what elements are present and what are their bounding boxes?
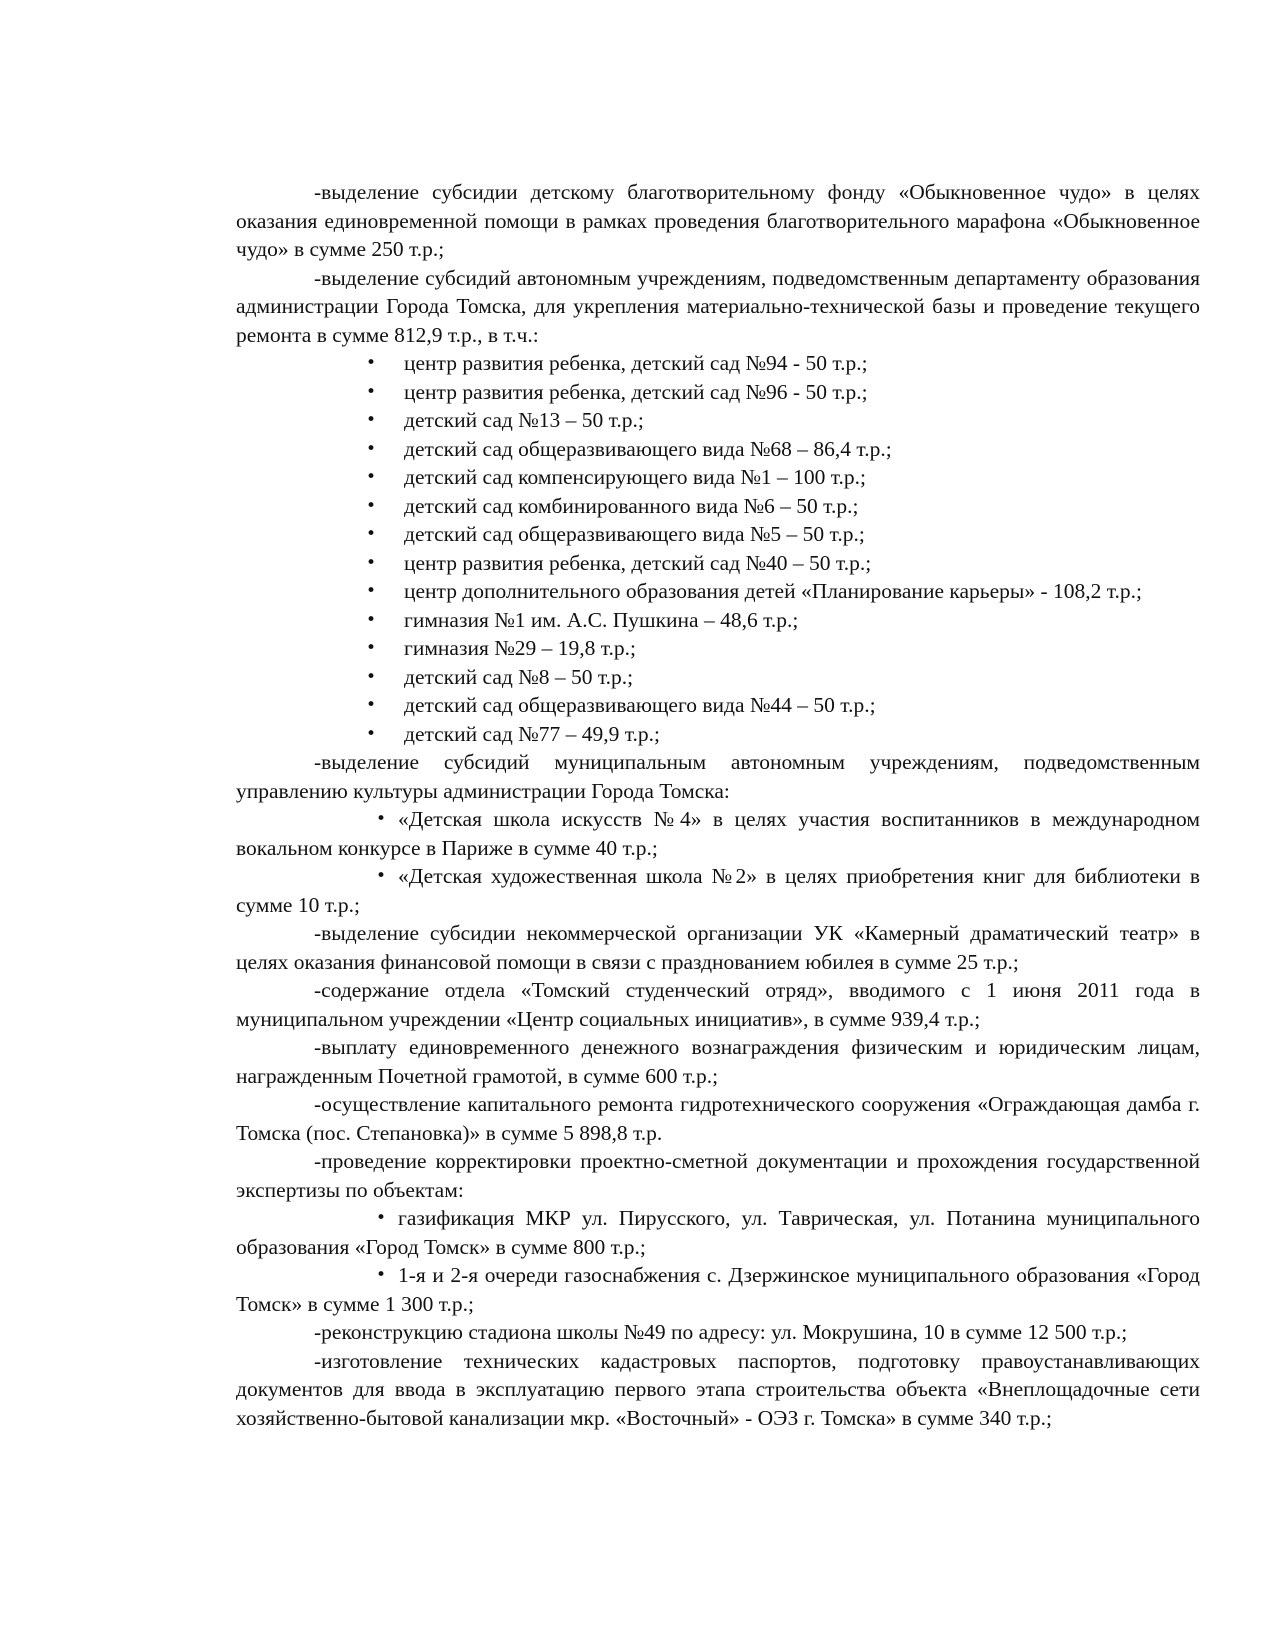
- list-item: • детский сад комбинированного вида №6 – 50 т.р.;: [236, 492, 1200, 521]
- list-item: • детский сад №77 – 49,9 т.р.;: [236, 720, 1200, 749]
- list-item: • центр развития ребенка, детский сад №96 - 50 т.р.;: [236, 378, 1200, 407]
- paragraph-student-squad: -содержание отдела «Томский студенческий отряд», вводимого с 1 июня 2011 года в муниципальном учреждении «Центр социальных инициатив», в сумме 939,4 т.р.;: [236, 978, 1200, 1031]
- list-item: • гимназия №29 – 19,8 т.р.;: [236, 634, 1200, 663]
- list-item: • центр развития ребенка, детский сад №40 – 50 т.р.;: [236, 549, 1200, 578]
- list-item: • 1-я и 2-я очереди газоснабжения с. Дзержинское муниципального образования «Город Томск» в сумме 1 300 т.р.;: [236, 1261, 1200, 1318]
- paragraph-stadium-reconstruction: -реконструкцию стадиона школы №49 по адресу: ул. Мокрушина, 10 в сумме 12 500 т.р.;: [314, 1320, 1128, 1344]
- paragraph-culture-subsidies: -выделение субсидий муниципальным автономным учреждениям, подведомственным управлению культуры администрации Города Томска:: [236, 750, 1200, 803]
- list-item: • центр развития ребенка, детский сад №94 - 50 т.р.;: [236, 349, 1200, 378]
- paragraph-theatre-subsidy: -выделение субсидии некоммерческой организации УК «Камерный драматический театр» в целях оказания финансовой помощи в связи с празднованием юбилея в сумме 25 т.р.;: [236, 921, 1200, 974]
- paragraph-cadastral-passports: -изготовление технических кадастровых паспортов, подготовку правоустанавливающих документов для ввода в эксплуатацию первого этапа строительства объекта «Внеплощадочные сети хозяйственно-бытовой канализации мкр. «Восточный» - ОЭЗ г. Томска» в сумме 340 т.р.;: [236, 1348, 1200, 1430]
- list-item: • детский сад общеразвивающего вида №5 – 50 т.р.;: [236, 520, 1200, 549]
- list-item: • гимназия №1 им. А.С. Пушкина – 48,6 т.р.;: [236, 606, 1200, 635]
- list-item: • детский сад №8 – 50 т.р.;: [236, 663, 1200, 692]
- list-item: • детский сад компенсирующего вида №1 – 100 т.р.;: [236, 463, 1200, 492]
- list-item: • «Детская художественная школа №2» в целях приобретения книг для библиотеки в сумме 10 т.р.;: [236, 862, 1200, 919]
- paragraph-dam-repair: -осуществление капитального ремонта гидротехнического сооружения «Ограждающая дамба г. Томска (пос. Степановка)» в сумме 5 898,8 т.р.: [236, 1092, 1200, 1145]
- list-item: • детский сад общеразвивающего вида №68 – 86,4 т.р.;: [236, 435, 1200, 464]
- list-item: • газификация МКР ул. Пирусского, ул. Таврическая, ул. Потанина муниципального образования «Город Томск» в сумме 800 т.р.;: [236, 1204, 1200, 1261]
- paragraph-education-subsidies: -выделение субсидий автономным учреждениям, подведомственным департаменту образования администрации Города Томска, для укрепления материально-технической базы и проведение текущего ремонта в сумме 812,9 т.р., в т.ч.:: [236, 265, 1200, 347]
- list-item: • детский сад общеразвивающего вида №44 – 50 т.р.;: [236, 691, 1200, 720]
- paragraph-design-correction: -проведение корректировки проектно-сметной документации и прохождения государственной экспертизы по объектам:: [236, 1149, 1200, 1202]
- list-item: • «Детская школа искусств №4» в целях участия воспитанников в международном вокальном конкурсе в Париже в сумме 40 т.р.;: [236, 805, 1200, 862]
- paragraph-award-payment: -выплату единовременного денежного вознаграждения физическим и юридическим лицам, награжденным Почетной грамотой, в сумме 600 т.р.;: [236, 1035, 1200, 1088]
- list-item: • детский сад №13 – 50 т.р.;: [236, 406, 1200, 435]
- list-item: • центр дополнительного образования детей «Планирование карьеры» - 108,2 т.р.;: [236, 577, 1200, 606]
- document-body: [236, 178, 1200, 1446]
- paragraph-charity-fund: -выделение субсидии детскому благотворительному фонду «Обыкновенное чудо» в целях оказания единовременной помощи в рамках проведения благотворительного марафона «Обыкновенное чудо» в сумме 250 т.р.;: [236, 180, 1200, 261]
- page-continuation-fragment: [236, 1432, 1200, 1446]
